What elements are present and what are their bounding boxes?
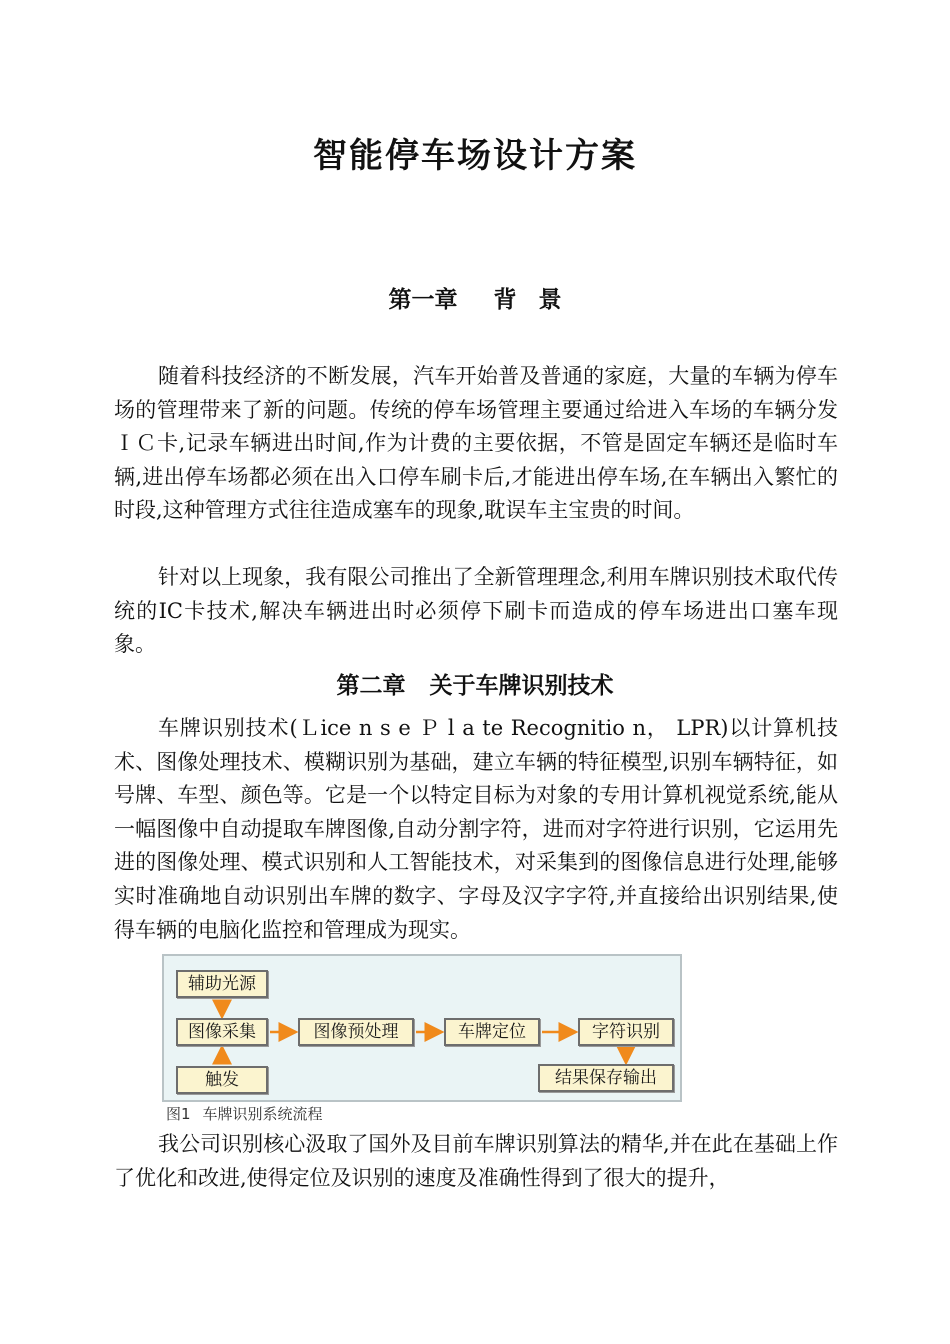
figure-caption — [166, 1103, 323, 1124]
box-image-preprocess: 图像预处理 — [298, 1018, 414, 1046]
chapter-1-heading — [0, 281, 950, 314]
box-image-capture: 图像采集 — [176, 1018, 268, 1046]
box-result-output: 结果保存输出 — [538, 1064, 674, 1092]
chapter-1-paragraph-1: 随着科技经济的不断发展，汽车开始普及普通的家庭，大量的车辆为停车场的管理带来了新的问题。传统的停车场管理主要通过给进入车场的车辆分发ＩＣ卡,记录车辆进出时间,作为计费的主要依据，不管是固定车辆还是临时车辆,进出停车场都必须在出入口停车刷卡后,才能进出停车场,在车辆出入繁忙的时段,这种管理方式往往造成塞车的现象,耽误车主宝贵的时间。 — [114, 364, 838, 523]
box-plate-locate: 车牌定位 — [444, 1018, 540, 1046]
chapter-1-name: 背景 — [493, 287, 584, 313]
chapter-2-number: 第二章 — [336, 673, 406, 699]
box-auxiliary-light: 辅助光源 — [176, 970, 268, 998]
figure-caption-text: 车牌识别系统流程 — [202, 1105, 323, 1123]
document-title: 智能停车场设计方案 — [313, 136, 637, 176]
chapter-2-paragraph-2: 我公司识别核心汲取了国外及目前车牌识别算法的精华,并在此在基础上作了优化和改进,使得定位及识别的速度及准确性得到了很大的提升， — [114, 1132, 838, 1190]
lpr-flow-diagram — [162, 954, 682, 1102]
figure-caption-number: 图1 — [166, 1105, 191, 1123]
box-trigger: 触发 — [176, 1066, 268, 1094]
chapter-1-paragraph-2: 针对以上现象，我有限公司推出了全新管理理念,利用车牌识别技术取代传统的IC卡技术,解决车辆进出时必须停下刷卡而造成的停车场进出口塞车现象。 — [114, 565, 838, 657]
box-character-recognition: 字符识别 — [578, 1018, 674, 1046]
chapter-2-name: 关于车牌识别技术 — [429, 673, 614, 699]
chapter-1-number: 第一章 — [388, 287, 458, 313]
chapter-2-heading — [0, 667, 950, 700]
chapter-2-paragraph-1: 车牌识别技术(Ｌice n s e Ｐ l a te Recognitio n， LPR)以计算机技术、图像处理技术、模糊识别为基础，建立车辆的特征模型,识别车辆特征，如号牌、车型、颜色等。它是一个以特定目标为对象的专用计算机视觉系统,能从一幅图像中自动提取车牌图像,自动分割字符，进而对字符进行识别，它运用先进的图像处理、模式识别和人工智能技术，对采集到的图像信息进行处理,能够实时准确地自动识别出车牌的数字、字母及汉字字符,并直接给出识别结果,使得车辆的电脑化监控和管理成为现实。 — [114, 716, 838, 942]
